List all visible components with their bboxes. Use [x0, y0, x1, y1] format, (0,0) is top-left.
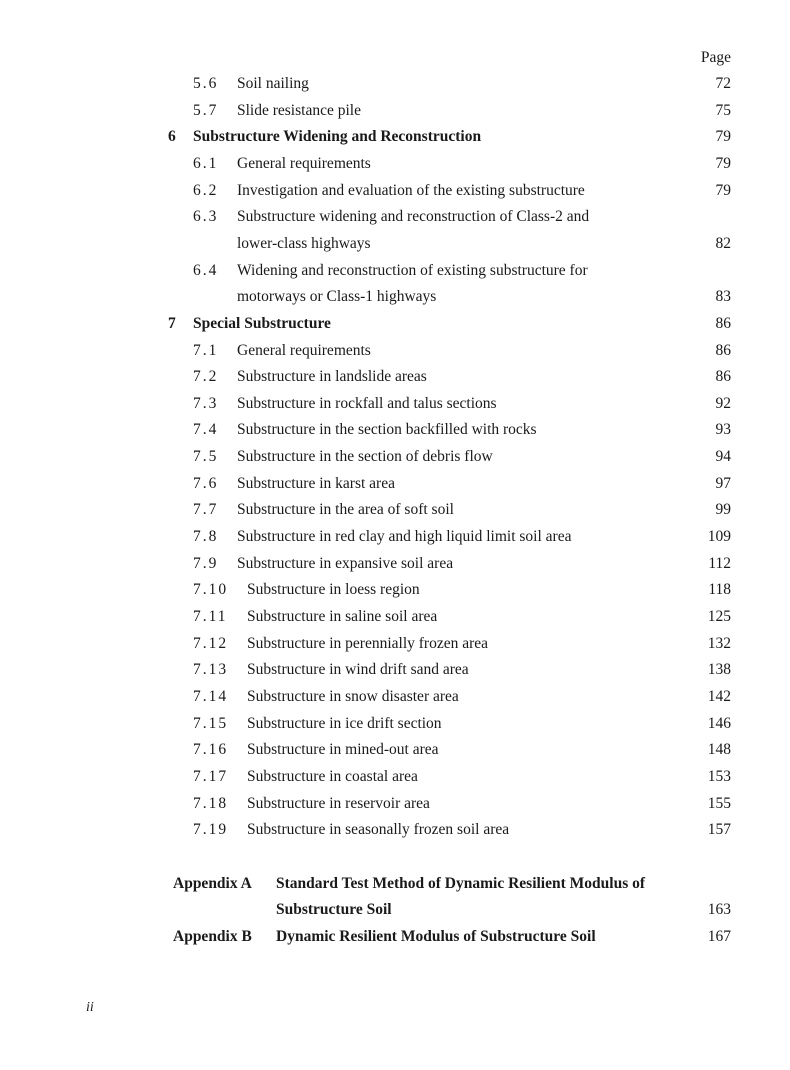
entry-number: 7: [168, 314, 176, 332]
entry-page: 97: [715, 474, 731, 492]
entry-title: Substructure in karst area: [237, 474, 395, 492]
toc-entry[interactable]: [0, 419, 790, 441]
entry-title: General requirements: [237, 341, 371, 359]
entry-number: 7.18: [193, 794, 229, 812]
toc-entry[interactable]: [0, 260, 790, 282]
entry-page: 86: [715, 314, 731, 332]
entry-title: Dynamic Resilient Modulus of Substructure Soil: [276, 927, 596, 945]
entry-page: 146: [707, 714, 731, 732]
toc-entry[interactable]: [0, 793, 790, 815]
toc-entry-continuation[interactable]: [0, 233, 790, 255]
entry-title: Substructure widening and reconstruction of Class-2 and: [237, 208, 590, 226]
entry-title: Substructure in the section of debris flow: [237, 448, 493, 466]
entry-page: 153: [707, 767, 731, 785]
entry-page: 83: [715, 288, 731, 306]
entry-page: 86: [715, 368, 731, 386]
entry-title: Substructure Widening and Reconstruction: [193, 128, 482, 146]
entry-page: 155: [707, 794, 731, 812]
page-column-label: Page: [700, 49, 731, 66]
entry-title: Substructure in the area of soft soil: [237, 501, 454, 519]
entry-title: Substructure in loess region: [247, 581, 420, 599]
entry-number: 7.5: [193, 448, 219, 466]
entry-title: Slide resistance pile: [237, 101, 361, 119]
entry-number: 7.11: [193, 608, 228, 625]
entry-title: Substructure in the section backfilled with rocks: [237, 421, 537, 439]
toc-entry-continuation[interactable]: [0, 286, 790, 308]
toc-entry[interactable]: [0, 393, 790, 415]
entry-title: General requirements: [237, 154, 371, 172]
entry-title: Substructure in expansive soil area: [237, 554, 454, 572]
entry-page: 157: [707, 821, 731, 839]
entry-page: 112: [708, 554, 731, 572]
toc-entry[interactable]: [0, 499, 790, 521]
entry-number: Appendix B: [173, 927, 252, 945]
entry-title-continued: Substructure Soil: [276, 901, 392, 919]
entry-page: 132: [707, 634, 731, 652]
entry-number: 6.1: [193, 154, 219, 172]
entry-page: 148: [707, 741, 731, 759]
entry-page: 79: [715, 154, 731, 172]
toc-entry[interactable]: [0, 873, 790, 895]
toc-entry[interactable]: [0, 180, 790, 202]
entry-number: 7.12: [193, 634, 229, 652]
entry-number: 5.6: [193, 75, 219, 92]
entry-number: 7.9: [193, 554, 219, 572]
entry-number: 5.7: [193, 101, 219, 119]
entry-number: 7.4: [193, 421, 219, 439]
entry-title: Substructure in coastal area: [247, 767, 418, 785]
entry-number: 7.16: [193, 741, 229, 759]
entry-page: 92: [715, 394, 731, 412]
page-number-folio: ii: [86, 1000, 94, 1015]
toc-entry[interactable]: [0, 553, 790, 575]
entry-title: Substructure in landslide areas: [237, 368, 427, 386]
entry-number: 6.4: [193, 261, 219, 279]
entry-title: Standard Test Method of Dynamic Resilient Modulus of: [276, 874, 646, 892]
entry-number: 7.2: [193, 368, 219, 386]
entry-page: 75: [715, 101, 731, 119]
entry-page: 167: [707, 927, 731, 945]
entry-number: 7.10: [193, 581, 229, 599]
entry-number: Appendix A: [173, 874, 252, 892]
toc-entry[interactable]: [0, 606, 790, 628]
toc-entry[interactable]: [0, 926, 790, 948]
entry-title: Substructure in wind drift sand area: [247, 661, 469, 679]
toc-entry[interactable]: [0, 713, 790, 735]
entry-number: 7.3: [193, 394, 219, 412]
entry-title: Substructure in reservoir area: [247, 794, 430, 812]
entry-title: Substructure in rockfall and talus sections: [237, 394, 497, 412]
entry-number: 7.15: [193, 714, 229, 732]
entry-title: Soil nailing: [237, 75, 309, 92]
toc-entry[interactable]: [0, 313, 790, 335]
toc-entry[interactable]: [0, 473, 790, 495]
toc-entry[interactable]: [0, 526, 790, 548]
entry-title: Substructure in perennially frozen area: [247, 634, 489, 652]
entry-title: Substructure in snow disaster area: [247, 687, 459, 705]
toc-entry[interactable]: [0, 766, 790, 788]
entry-number: 6.3: [193, 208, 219, 226]
entry-page: 99: [715, 501, 731, 519]
entry-page: 125: [707, 608, 731, 625]
entry-page: 79: [715, 128, 731, 146]
toc-entry[interactable]: [0, 73, 790, 95]
toc-entry[interactable]: [0, 739, 790, 761]
entry-title: Substructure in mined-out area: [247, 741, 439, 759]
toc-entry[interactable]: [0, 126, 790, 148]
entry-number: 7.8: [193, 528, 219, 546]
toc-entry[interactable]: [0, 819, 790, 841]
entry-page: 142: [707, 687, 731, 705]
entry-page: 138: [707, 661, 731, 679]
entry-page: 72: [715, 75, 731, 92]
entry-page: 118: [708, 581, 731, 599]
toc-entry[interactable]: [0, 686, 790, 708]
toc-entry[interactable]: [0, 153, 790, 175]
entry-title: Investigation and evaluation of the existing substructure: [237, 181, 585, 199]
entry-title-continued: motorways or Class-1 highways: [237, 288, 437, 306]
entry-number: 6.2: [193, 181, 219, 199]
entry-title: Special Substructure: [193, 314, 331, 332]
entry-number: 7.6: [193, 474, 219, 492]
toc-entry[interactable]: [0, 633, 790, 655]
entry-title: Substructure in saline soil area: [247, 608, 438, 625]
toc-entry[interactable]: [0, 340, 790, 362]
entry-title: Substructure in ice drift section: [247, 714, 442, 732]
toc-entry[interactable]: [0, 206, 790, 228]
toc-entry[interactable]: [0, 446, 790, 468]
entry-page: 109: [707, 528, 731, 546]
entry-page: 93: [715, 421, 731, 439]
entry-title-continued: lower-class highways: [237, 234, 371, 252]
entry-number: 7.13: [193, 661, 229, 679]
entry-page: 94: [715, 448, 731, 466]
entry-title: Substructure in red clay and high liquid limit soil area: [237, 528, 572, 546]
toc-entry[interactable]: [0, 579, 790, 601]
entry-number: 7.7: [193, 501, 219, 519]
entry-number: 6: [168, 128, 176, 146]
entry-page: 86: [715, 341, 731, 359]
toc-entry-continuation[interactable]: [0, 899, 790, 921]
entry-page: 163: [707, 901, 731, 919]
entry-number: 7.1: [193, 341, 219, 359]
toc-entry[interactable]: [0, 366, 790, 388]
toc-entry[interactable]: [0, 659, 790, 681]
entry-title: Widening and reconstruction of existing substructure for: [237, 261, 588, 279]
entry-number: 7.19: [193, 821, 229, 839]
entry-page: 82: [715, 234, 731, 252]
toc-entry[interactable]: [0, 100, 790, 122]
entry-number: 7.17: [193, 767, 229, 785]
entry-number: 7.14: [193, 687, 229, 705]
entry-page: 79: [715, 181, 731, 199]
entry-title: Substructure in seasonally frozen soil area: [247, 821, 510, 839]
